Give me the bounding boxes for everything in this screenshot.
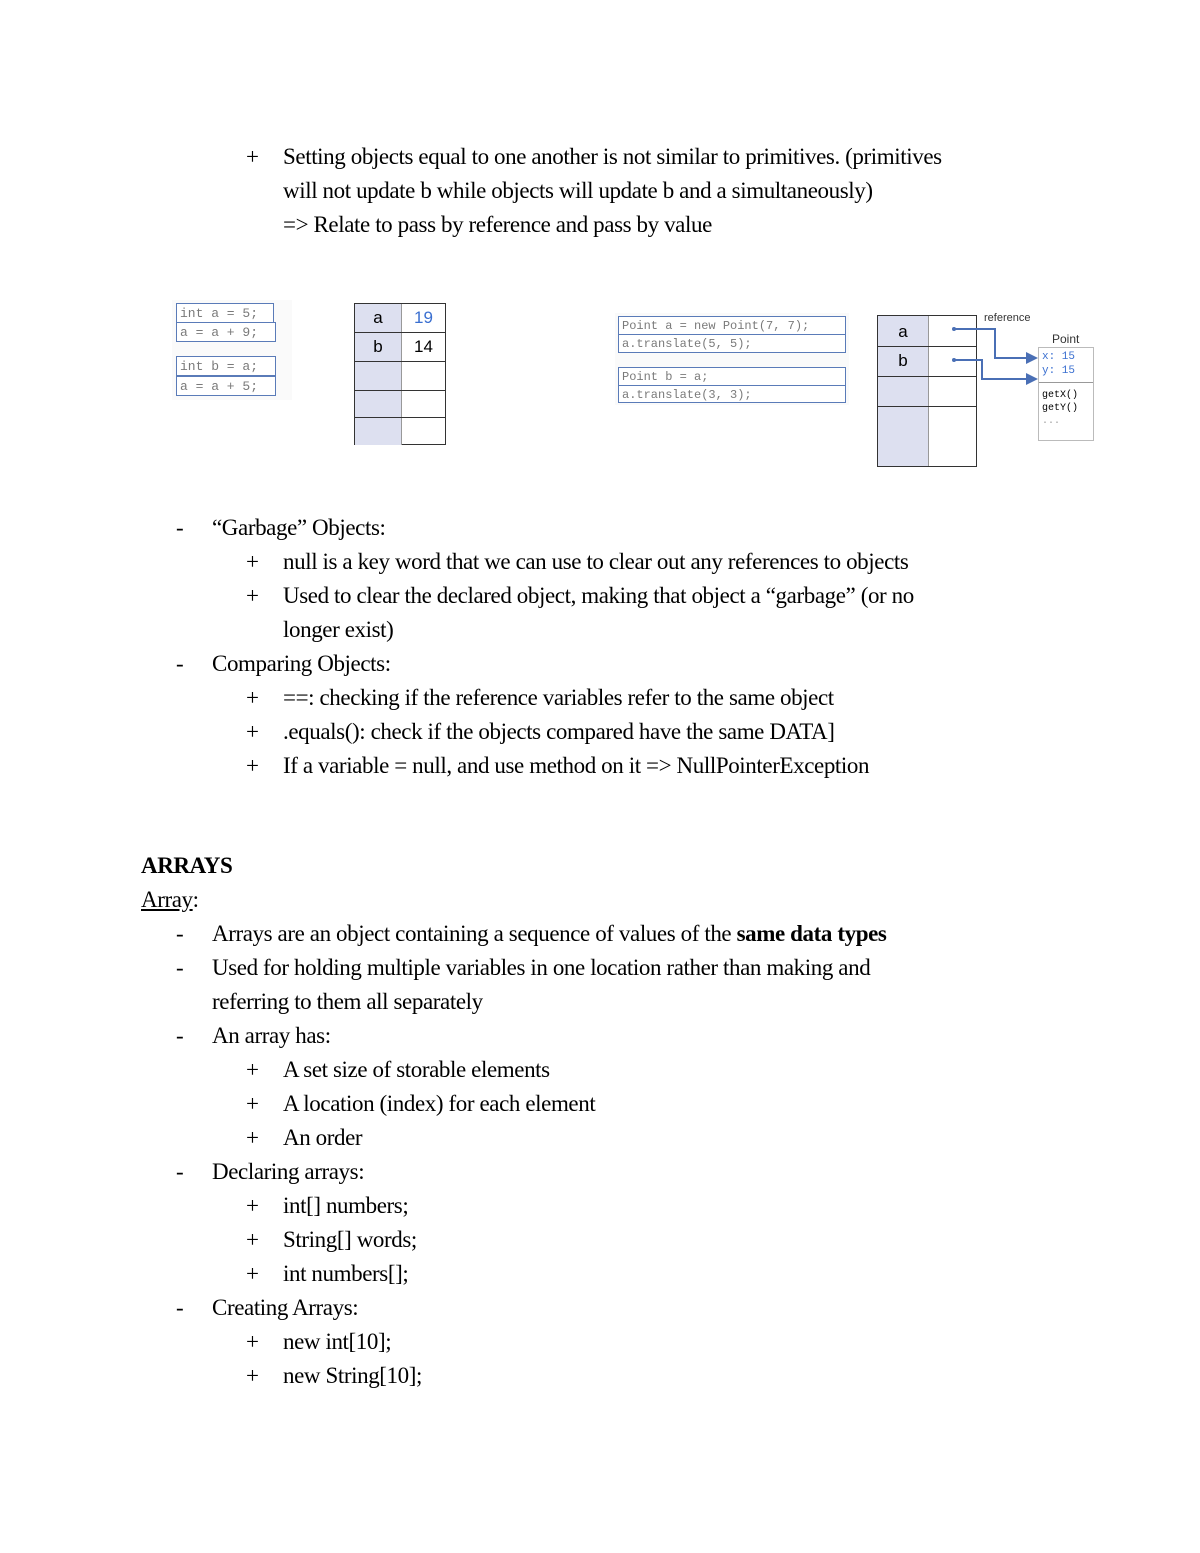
plus-bullet: + — [246, 685, 259, 710]
plus-bullet: + — [246, 1227, 259, 1252]
text-line: An order — [283, 1125, 363, 1150]
plus-bullet: + — [246, 1261, 259, 1286]
text-line: longer exist) — [283, 617, 394, 642]
section-heading: Declaring arrays: — [212, 1159, 365, 1184]
subsection-title: Array: — [141, 887, 199, 912]
dash-bullet: - — [176, 1295, 184, 1320]
text-line: .equals(): check if the objects compared have the same DATA] — [283, 719, 835, 744]
dash-bullet: - — [176, 1023, 184, 1048]
text-line: A location (index) for each element — [283, 1091, 596, 1116]
section-heading: “Garbage” Objects: — [212, 515, 386, 540]
dash-bullet: - — [176, 515, 184, 540]
code-line: a.translate(5, 5); — [618, 334, 846, 353]
code-line: Point a = new Point(7, 7); — [618, 316, 846, 335]
var-name: b — [898, 351, 908, 370]
plus-bullet: + — [246, 1363, 259, 1388]
text-line: new int[10]; — [283, 1329, 392, 1354]
plus-bullet: + — [246, 583, 259, 608]
primitive-code-snippet — [172, 300, 292, 400]
var-name: a — [373, 308, 383, 327]
primitive-memory-table — [354, 303, 446, 445]
reference-arrow-b — [954, 360, 1036, 379]
section-heading: An array has: — [212, 1023, 331, 1048]
section-title: ARRAYS — [141, 853, 233, 878]
code-line: a = a + 9; — [176, 322, 276, 342]
dash-bullet: - — [176, 651, 184, 676]
text-line: null is a key word that we can use to clear out any references to objects — [283, 549, 909, 574]
reference-arrow-a — [954, 329, 1036, 358]
text-line: Used for holding multiple variables in one location rather than making and — [212, 955, 871, 980]
code-line: int b = a; — [176, 356, 276, 376]
plus-bullet: + — [246, 144, 259, 169]
object-method: ... — [1042, 416, 1061, 427]
plus-bullet: + — [246, 1125, 259, 1150]
var-value: 19 — [414, 308, 433, 327]
section-heading: Creating Arrays: — [212, 1295, 359, 1320]
code-line: int a = 5; — [176, 303, 274, 323]
reference-arrows — [940, 315, 1050, 385]
object-field: x: 15 — [1042, 351, 1076, 363]
text-line: will not update b while objects will update b and a simultaneously) — [283, 178, 873, 203]
text-line: If a variable = null, and use method on it => NullPointerException — [283, 753, 870, 778]
plus-bullet: + — [246, 1193, 259, 1218]
var-name: a — [898, 322, 908, 341]
plus-bullet: + — [246, 753, 259, 778]
dash-bullet: - — [176, 1159, 184, 1184]
plus-bullet: + — [246, 1057, 259, 1082]
code-line: Point b = a; — [618, 367, 846, 386]
code-line: a.translate(3, 3); — [618, 385, 846, 403]
text-line: A set size of storable elements — [283, 1057, 550, 1082]
object-method: getX() — [1042, 390, 1079, 401]
text-line: => Relate to pass by reference and pass by value — [283, 212, 712, 237]
text-line: int numbers[]; — [283, 1261, 409, 1286]
dash-bullet: - — [176, 955, 184, 980]
plus-bullet: + — [246, 1091, 259, 1116]
plus-bullet: + — [246, 719, 259, 744]
text-line: new String[10]; — [283, 1363, 423, 1388]
code-line: a = a + 5; — [176, 376, 276, 396]
object-method: getY() — [1042, 403, 1079, 414]
text-line: int[] numbers; — [283, 1193, 409, 1218]
section-heading: Comparing Objects: — [212, 651, 391, 676]
object-code-snippet — [615, 313, 849, 405]
text-line: Arrays are an object containing a sequence of values of the same data types — [212, 921, 887, 946]
object-field: y: 15 — [1042, 365, 1076, 377]
text-line: Used to clear the declared object, making that object a “garbage” (or no — [283, 583, 914, 608]
var-name: b — [373, 337, 383, 356]
plus-bullet: + — [246, 549, 259, 574]
point-object-box — [1038, 347, 1094, 441]
text-line: Setting objects equal to one another is not similar to primitives. (primitives — [283, 144, 942, 169]
plus-bullet: + — [246, 1329, 259, 1354]
text-line: ==: checking if the reference variables refer to the same object — [283, 685, 834, 710]
text-line: referring to them all separately — [212, 989, 483, 1014]
text-line: String[] words; — [283, 1227, 417, 1252]
reference-label: reference — [984, 312, 1031, 324]
var-value: 14 — [414, 337, 433, 356]
dash-bullet: - — [176, 921, 184, 946]
object-title: Point — [1052, 332, 1080, 346]
